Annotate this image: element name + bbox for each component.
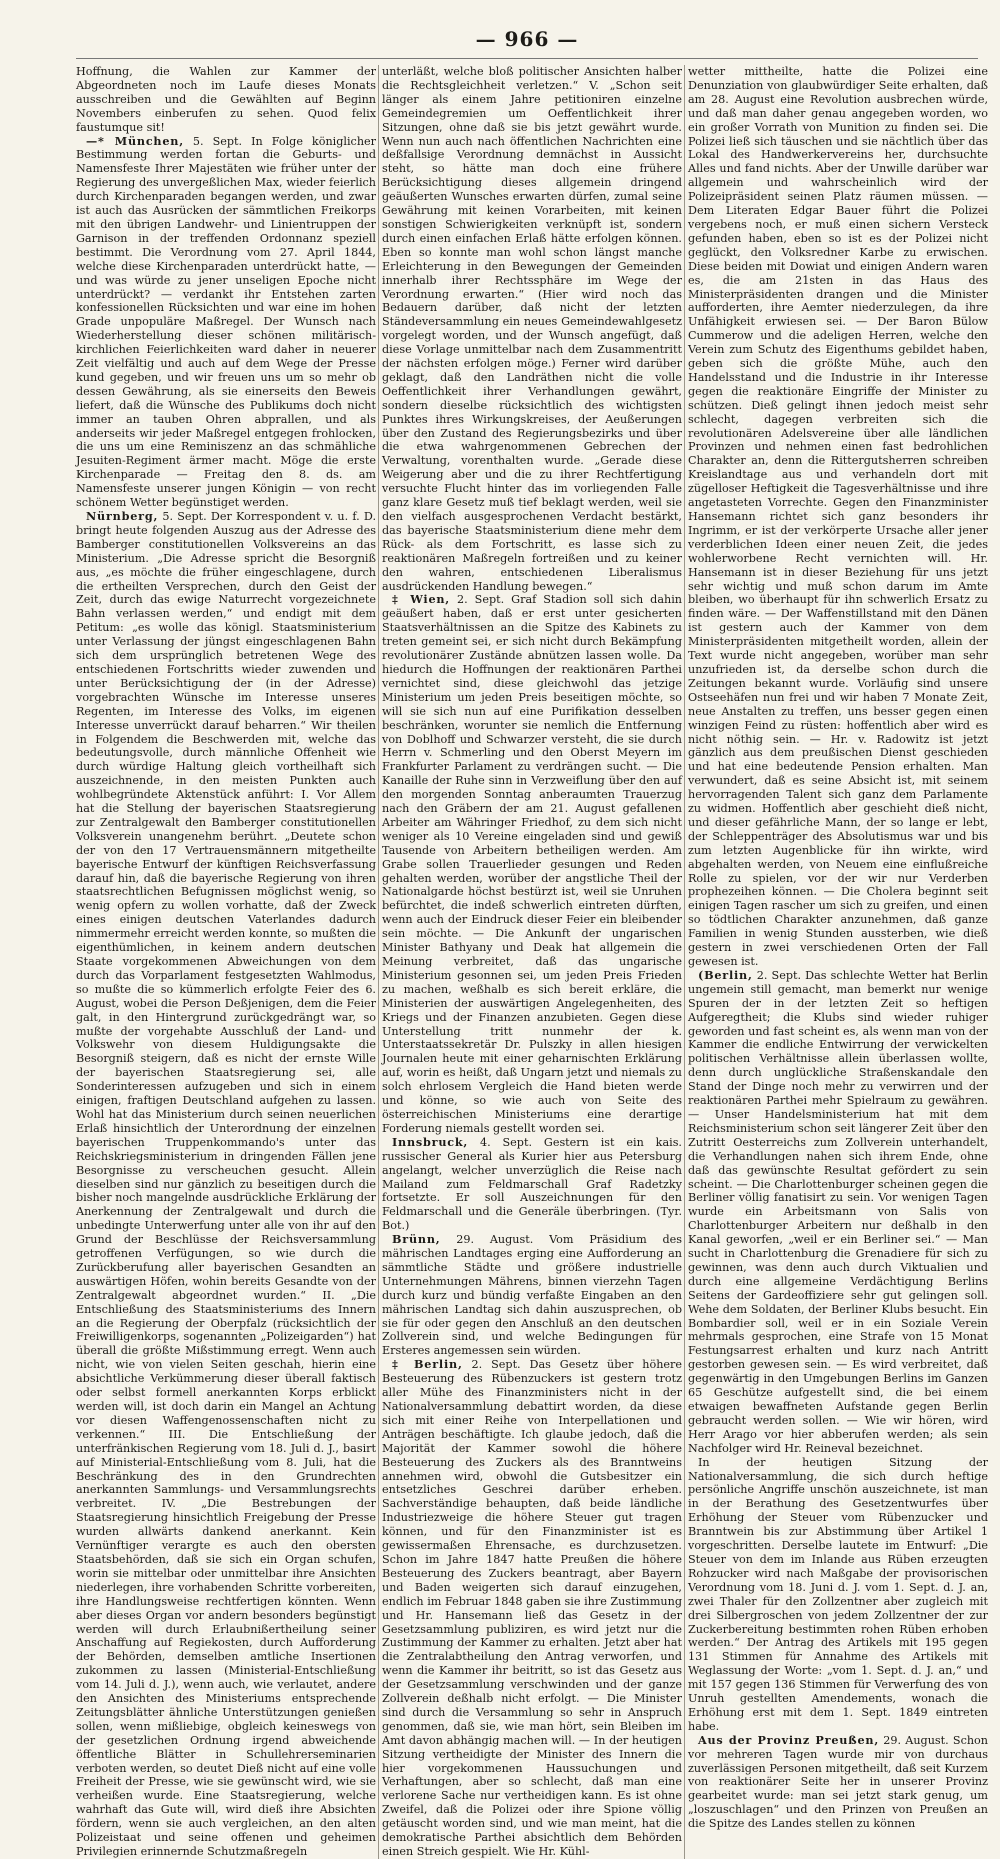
article-dateline: ‡ Berlin, [392, 1357, 463, 1372]
article-paragraph [382, 1358, 682, 1859]
article-body: 2. Sept. Das schlechte Wetter hat Berlin ungemein still gemacht, man bemerkt nur wenige Spuren der in der letzten Zeit so heftigen Aufgeregtheit; die Klubs sind wieder ruhiger geworden und fast scheint es, als wenn man von der Kammer die endliche Entwirrung der verwickelten politischen Verhältnisse allein überlassen wollte, denn durch unglückliche Straßenskandale den Stand der Dinge noch mehr zu verwirren und der reaktionären Parthei mehr Spielraum zu gewähren. — Unser Handelsministerium hat mit dem Reichsministerium schon seit längerer Zeit über den Zutritt Oesterreichs zum Zollverein unterhandelt, die Verhandlungen nahen sich ihrem Ende, ohne daß das gewünschte Resultat gefördert zu sein scheint. — Die Charlottenburger scheinen gegen die Berliner völlig fanatisirt zu sein. Vor wenigen Tagen wurde ein Arbeitsmann von Salis von Charlottenburger Arbeitern nur deßhalb in den Kanal geworfen, „weil er ein Berliner sei.“ — Man sucht in Charlottenburg die Grenadiere für sich zu gewinnen, was denn auch durch Viktualien und durch eine allgemeine Verdächtigung Berlins Seitens der Gardeoffiziere sehr gut gelingen soll. Wehe dem Soldaten, der Berliner Klubs besucht. Ein Bombardier soll, weil er in ein Soziale Verein mehrmals gesprochen, eine Strafe von 15 Monat Festungsarrest erhalten und kurz nach Antritt gestorben gewesen sein. — Es wird verbreitet, daß gegenwärtig in den Umgebungen Berlins im Ganzen 65 Geschütze aufgestellt sind, die bei einem etwaigen bewaffneten Aufstande gegen Berlin gebraucht werden sollen. — Wie wir hören, wird Herr Arago vor hier abberufen werden; als sein Nachfolger wird Hr. Reineval bezeichnet. [688, 968, 988, 1455]
column-left [76, 65, 376, 1859]
article-dateline: Aus der Provinz Preußen, [698, 1732, 880, 1747]
article-body: 2. Sept. Das Gesetz über höhere Besteuerung des Rübenzuckers ist gestern trotz aller Mühe des Finanzministers nicht in der Nationalversammlung debattirt worden, da diese sich mit einer Reihe von Interpellationen und Anträgen beschäftigte. Ich glaube jedoch, daß die Majorität der Kammer sowohl die höhere Besteuerung des Zuckers als des Branntweins annehmen wird, obwohl die Gutsbesitzer ein entsetzliches Geschrei darüber erheben. Sachverständige behaupten, daß beide ländliche Industriezweige die höhere Steuer gut tragen können, und für den Finanzminister ist es gewissermaßen Ehrensache, es durchzusetzen. Schon im Jahre 1847 hatte Preußen die höhere Besteuerung des Zuckers beantragt, aber Bayern und Baden weigerten sich darauf einzugehen, endlich im Februar 1848 gaben sie ihre Zustimmung und Hr. Hansemann ließ das Gesetz in der Gesetzsammlung publiziren, es wird jetzt nur die Zustimmung der Kammer zu erhalten. Jetzt aber hat die Zentralabtheilung den Antrag verworfen, und wenn die Kammer ihr beitritt, so ist das Gesetz aus der Gesetzsammlung verschwinden und der ganze Zollverein deßhalb nicht erfolgt. — Die Minister sind durch die Versammlung so sehr in Anspruch genommen, daß sie, wie man hört, sein Bleiben im Amt davon abhängig machen will. — In der heutigen Sitzung vertheidigte der Minister des Innern die hier vorgekommenen Haussuchungen und Verhaftungen, aber so schlecht, daß man eine verlorene Sache nur vertheidigen kann. Es ist ohne Zweifel, daß die Polizei oder ihre Spione völlig getäuscht worden sind, und wie man meint, hat die demokratische Parthei absichtlich dem Behörden einen Streich gespielt. Wie Hr. Kühl- [382, 1358, 682, 1858]
article-paragraph [688, 1734, 988, 1831]
article-paragraph [688, 65, 988, 969]
article-body: 2. Sept. Graf Stadion soll sich dahin geäußert haben, daß er erst unter gesicherten Staatsverhältnissen an die Spitze des Kabinets zu treten gemeint sei, er sich nicht durch Bekämpfung revolutionärer Zustände abnützen lassen wolle. Da hiedurch die Hoffnungen der reaktionären Parthei vernichtet sind, diese gleichwohl das jetzige Ministerium um jeden Preis beseitigen möchte, so will sie sich nun auf eine Purifikation desselben beschränken, worunter sie nemlich die Entfernung von Doblhoff und Schwarzer versteht, die sie durch Herrn v. Schmerling und den Oberst Meyern im Frankfurter Parlament zu verdrängen sucht. — Die Kanaille der Ruhe sinn in Verzweiflung über den auf den morgenden Sonntag anberaumten Trauerzug nach den Gräbern der am 21. August gefallenen Arbeiter am Währinger Friedhof, zu dem sich nicht weniger als 10 Vereine eingeladen sind und gewiß Tausende von Arbeitern betheiligen werden. Am Grabe sollen Trauerlieder gesungen und Reden gehalten werden, worüber der angstliche Theil der Nationalgarde höchst bestürzt ist, weil sie Unruhen befürchtet, die indeß schwerlich eintreten dürften, wenn auch der Eindruck dieser Feier ein bleibender sein möchte. — Die Ankunft der ungarischen Minister Bathyany und Deak hat allgemein die Meinung verbreitet, daß das ungarische Ministerium gesonnen sei, um jeden Preis Frieden zu machen, weßhalb es sich bereit erkläre, die Ministerien der auswärtigen Angelegenheiten, des Kriegs und der Finanzen anzubieten. Gegen diese Unterstellung tritt nunmehr der k. Unterstaatssekretär Dr. Pulszky in allen hiesigen Journalen heute mit einer geharnischten Erklärung auf, worin es heißt, daß Ungarn jetzt und niemals zu solch ehrlosem Vergleich die Hand bieten werde und könne, so wie auch von Seite des österreichischen Ministeriums eine derartige Forderung niemals gestellt worden sei. [382, 593, 683, 1135]
article-paragraph [382, 1233, 682, 1358]
article-body: unterläßt, welche bloß politischer Ansichten halber die Rechtsgleichheit verletzen.“ V. „Schon seit länger als einem Jahre petitioniren einzelne Gemeindegremien um Oeffentlichkeit ihrer Sitzungen, ohne daß sie bis jetzt gewährt wurde. Wenn nun auch nach öffentlichen Nachrichten eine deßfallsige Verordnung demnächst in Aussicht steht, so hätte man doch eine frühere Berücksichtigung dieses allgemein dringend geäußerten Wunsches erwarten dürfen, zumal seine Gewährung mit keinen Vorarbeiten, mit keinen sonstigen Schwierigkeiten verknüpft ist, sondern durch einen einfachen Erlaß hätte erfolgen können. Eben so konnte man wohl schon längst manche Erleichterung in den Bewegungen der Gemeinden innerhalb ihrer Rechtssphäre im Wege der Verordnung erwarten.“ (Hier wird noch das Bedauern darüber, daß nicht der letzten Ständeversammlung ein neues Gemeindewahlgesetz vorgelegt worden, und der Wunsch angefügt, daß diese Vorlage unmittelbar nach dem Zusammentritt der nächsten erfolgen möge.) Ferner wird darüber geklagt, daß den Landräthen nicht die volle Oeffentlichkeit ihrer Verhandlungen gewährt, sondern dieselbe rücksichtlich des wichtigsten Punktes ihres Wirkungskreises, der Aeußerungen über den Zustand des Regierungsbezirks und über die etwa wahrgenommenen Gebrechen der Verwaltung, vorenthalten wurde. „Gerade diese Weigerung aber und die zu ihrer Rechtfertigung versuchte Flucht hinter das im vorliegenden Falle ganz klare Gesetz muß tief beklagt werden, weil sie den vielfach ausgesprochenen Verdacht bestärkt, das bayerische Staatsministerium diene mehr dem Rück- als dem Fortschritt, es lasse sich zu reaktionären Maßregeln fortreißen und zu keiner den wahren, entschiedenen Liberalismus ausdrückenden Handlung bewegen.“ [382, 65, 682, 593]
article-dateline: Nürnberg, [86, 509, 159, 523]
article-paragraph [76, 510, 376, 1859]
page-number: — 966 — [475, 27, 579, 51]
article-dateline: (Berlin, [698, 967, 753, 982]
page-header [76, 26, 978, 52]
header-rule [76, 58, 978, 59]
article-body: 29. August. Vom Präsidium des mährischen Landtages erging eine Aufforderung an sämmtliche Städte und größere industrielle Unternehmungen Mährens, binnen vierzehn Tagen durch kurz und bündig verfaßte Eingaben an den mährischen Landtag sich dahin auszusprechen, ob sie für oder gegen den Anschluß an den deutschen Zollverein sind, und welche Bedingungen für Ersteres angemessen sein würden. [382, 1233, 682, 1358]
column-right [688, 65, 988, 1859]
article-body: 5. Sept. In Folge königlicher Bestimmung werden fortan die Geburts- und Namensfeste Ihrer Majestäten wie früher unter der Regierung des unvergeßlichen Max, wieder feierlich durch Kirchenparaden begangen werden, und zwar ist auch das Ausrücken der sämmtlichen Freikorps mit den übrigen Landwehr- und Linientruppen der Garnison in der treffenden Ordonnanz speziell bestimmt. Die Verordnung vom 27. April 1844, welche diese Kirchenparaden unterdrückt hatte, — und was würde zu jener unseligen Epoche nicht unterdrückt? — verdankt ihr Entstehen zarten konfessionellen Rücksichten und war eine im hohen Grade unpopuläre Maßregel. Der Wunsch nach Wiederherstellung dieser schönen militärisch-kirchlichen Feierlichkeiten ward daher in neuerer Zeit vielfältig und auch auf dem Wege der Presse kund gegeben, und wir freuen uns um so mehr ob dessen Gewährung, als sie einerseits den Beweis liefert, daß die Wünsche des Publikums doch nicht immer an tauben Ohren abprallen, und als anderseits wir jeder Maßregel entgegen frohlocken, die uns um eine Reminiszenz an das schmähliche Jesuiten-Regiment ärmer macht. Möge die erste Kirchenparade — Freitag den 8. ds. am Namensfeste unserer jungen Königin — von recht schönem Wetter begünstiget werden. [76, 134, 376, 510]
article-dateline: Brünn, [392, 1232, 441, 1247]
article-paragraph [382, 65, 682, 593]
article-paragraph [688, 1456, 988, 1734]
article-dateline: —* München, [86, 133, 184, 148]
article-dateline: ‡ Wien, [392, 592, 450, 607]
article-dateline: Innsbruck, [392, 1134, 469, 1149]
article-paragraph [382, 1136, 682, 1233]
article-paragraph [76, 65, 376, 135]
column-middle [382, 65, 682, 1859]
text-columns [76, 65, 988, 1858]
article-body: wetter mittheilte, hatte die Polizei eine Denunziation von glaubwürdiger Seite erhalten, daß am 28. August eine Revolution ausbrechen würde, und daß man daher genau angegeben worden, wo ein großer Vorrath von Munition zu finden sei. Die Polizei ließ sich täuschen und sie nächtlich über das Lokal des Handwerkervereins her, durchsuchte Alles und fand nichts. Aber der Unwille darüber war allgemein und wahrscheinlich wird der Polizeipräsident seinen Platz räumen müssen. — Dem Literaten Edgar Bauer führt die Polizei vergebens noch, er muß einen sichern Versteck gefunden haben, eben so ist es der Polizei nicht geglückt, den Volksredner Karbe zu erwischen. Diese beiden mit Dowiat und einigen Andern waren es, die am 21sten in das Haus des Ministerpräsidenten drangen und die Minister aufforderten, ihre Aemter niederzulegen, da ihre Unfähigkeit erwiesen sei. — Der Baron Bülow Cummerow und die adeligen Herren, welche den Verein zum Schutz des Eigenthums gebildet haben, geben sich die größte Mühe, auch den Handelsstand und die Industrie in ihr Interesse gegen die reaktionäre Eingriffe der Minister zu schützen. Dieß gelingt ihnen jedoch meist sehr schlecht, dagegen verbreiten sich die revolutionären Adelsvereine über alle ländlichen Provinzen und nehmen einen fast bedrohlichen Charakter an, denn die Rittergutsherren schreiben Kreislandtage aus und verhandeln dort mit zügelloser Heftigkeit die Tagesverhältnisse und ihre angetasteten Vorrechte. Gegen den Finanzminister Hansemann richtet sich ganz besonders ihr Ingrimm, er ist der verkörperte Ursache aller jener verderblichen Ideen einer neuen Zeit, die jedes wohlerworbene Recht vernichten will. Hr. Hansemann ist in dieser Beziehung für uns jetzt sehr wichtig und muß schon darum im Amte bleiben, wo überhaupt für ihn schwerlich Ersatz zu finden wäre. — Der Waffenstillstand mit den Dänen ist gestern auch der Kammer von dem Ministerpräsidenten mitgetheilt worden, allein der Text wurde nicht angegeben, worüber man sehr unzufrieden ist, da derselbe schon durch die Zeitungen bekannt wurde. Vorläufig sind unsere Ostseehäfen nun frei und wir haben 7 Monate Zeit, neue Anstalten zu treffen, uns besser gegen einen winzigen Feind zu rüsten: hoffentlich aber wird es nicht nöthig sein. — Hr. v. Radowitz ist jetzt gänzlich aus dem preußischen Dienst geschieden und hat eine bedeutende Pension erhalten. Man verwundert, daß es seine Absicht ist, mit seinem hervorragenden Talent sich ganz dem Parlamente zu widmen. Hoffentlich aber geschieht dieß nicht, und dieser gefährliche Mann, der so lange er lebt, der Schleppenträger des Absolutismus war und bis zum letzten Augenblicke für ihn wirkte, wird abgehalten werden, von Neuem eine einflußreiche Rolle zu spielen, vor der wir nur Verderben prophezeihen können. — Die Cholera beginnt seit einigen Tagen rascher um sich zu greifen, und einen so tödtlichen Charakter anzunehmen, daß ganze Familien in wenig Stunden aussterben, wie dieß gestern in zwei verschiedenen Orten der Fall gewesen ist. [688, 65, 988, 968]
article-paragraph [382, 593, 682, 1135]
article-body: 4. Sept. Gestern ist ein kais. russischer General als Kurier hier aus Petersburg angelangt, welcher unverzüglich die Reise nach Mailand zum Feldmarschall Graf Radetzky fortsetzte. Er soll Auszeichnungen für den Feldmarschall und die Generäle überbringen. (Tyr. Bot.) [382, 1135, 682, 1233]
article-body: 5. Sept. Der Korrespondent v. u. f. D. bringt heute folgenden Auszug aus der Adresse des Bamberger constitutionellen Volksvereins an das Ministerium. „Die Adresse spricht die Besorgniß aus, „es möchte die früher eingeschlagene, durch die ertheilten Versprechen, durch den Geist der Zeit, durch das ewige Naturrecht vorgezeichnete Bahn verlassen werden,“ und endigt mit dem Petitum: „es wolle das königl. Staatsministerium unter Verlassung der jüngst eingeschlagenen Bahn sich dem ursprünglich betretenen Wege des entschiedenen Fortschritts wieder zuwenden und unter Berücksichtigung der (in der Adresse) vorgebrachten Wünsche im Interesse unseres Regenten, im Interesse des Volks, im eigenen Interesse unverrückt darauf beharren.“ Wir theilen in Folgendem die Beschwerden mit, welche das bedeutungsvolle, durch männliche Offenheit wie durch würdige Haltung gleich vortheilhaft sich auszeichnende, in den meisten Punkten auch wohlbegründete Aktenstück anführt: I. Vor Allem hat die Stellung der bayerischen Staatsregierung zur Zentralgewalt den Bamberger constitutionellen Volksverein unangenehm berührt. „Deutete schon der von den 17 Vertrauensmännern mitgetheilte bayerische Entwurf der künftigen Reichsverfassung darauf hin, daß die bayerische Regierung von ihren staatsrechtlichen Befugnissen möglichst wenig, so wenig opfern zu wollen vorhatte, daß der Zweck eines einigen deutschen Vaterlandes dadurch nimmermehr erreicht werden konnte, so mußten die eigenthümlichen, in keinem andern deutschen Staate vorgekommenen Abweichungen von dem durch das Vorparlament festgesetzten Wahlmodus, so mußte die so kümmerlich erfolgte Feier des 6. August, wobei die Person Deßjenigen, dem die Feier galt, in den Hintergrund zurückgedrängt war, so mußte der vorgehabte Ausschluß der Land- und Volkswehr von diesem Huldigungsakte die Besorgniß steigern, daß es nicht der ernste Wille der bayerischen Staatsregierung sei, alle Sonderinteressen aufzugeben und sich in einem einigen, fraftigen Deutschland aufgehen zu lassen. Wohl hat das Ministerium durch seinen neuerlichen Erlaß hinsichtlich der Unterordnung der einzelnen bayerischen Truppenkommando's unter das Reichskriegsministerium in dringenden Fällen jene Besorgnisse zu verscheuchen gesucht. Allein dieselben sind nur gänzlich zu beseitigen durch die bisher noch mangelnde ausdrückliche Erklärung der Anerkennung der Zentralgewalt und durch die unbedingte Unterwerfung unter alle von ihr auf den Grund der Beschlüsse der Reichsversammlung getroffenen Verfügungen, so wie durch die Zurückberufung aller bayerischen Gesandten an auswärtigen Höfen, wohin bereits Gesandte von der Zentralgewalt abgeordnet wurden.“ II. „Die Entschließung des Staatsministeriums des Innern an die Regierung der Oberpfalz (rücksichtlich der Freiwilligenkorps, sogenannten „Polizeigarden“) hat überall die größte Mißstimmung erregt. Wenn auch nicht, wie von vielen Seiten geschah, hierin eine absichtliche Verkümmerung dieser überall faktisch oder selbst formell anerkannten Korps erblickt werden will, ist doch darin ein Mangel an Achtung vor diesen Waffengenossenschaften nicht zu verkennen.“ III. Die Entschließung der unterfränkischen Regierung vom 18. Juli d. J., basirt auf Ministerial-Entschließung vom 8. Juli, hat die Beschränkung des in den Grundrechten anerkannten Sammlungs- und Versammlungsrechts verbreitet. IV. „Die Bestrebungen der Staatsregierung hinsichtlich Freigebung der Presse wurden allwärts dankend anerkannt. Kein Vernünftiger verargte es auch den obersten Staatsbehörden, daß sie sich ein Organ schufen, worin sie mittelbar oder unmittelbar ihre Ansichten niederlegen, ihre vorhabenden Schritte vorbereiten, ihre Handlungsweise rechtfertigen könnten. Wenn aber dieses Organ vor andern besonders begünstigt werden will durch Erlaubnißertheilung seiner Anschaffung auf Regiekosten, durch Aufforderung der Behörden, demselben amtliche Insertionen zukommen zu lassen (Ministerial-Entschließung vom 14. Juli d. J.), wenn auch, wie verlautet, andere den Ansichten des Ministeriums entsprechende Zeitungsblätter ähnliche Unterstützungen genießen sollen, wenn mißliebige, obgleich keineswegs von der gesetzlichen Ordnung irgend abweichende öffentliche Blätter in Schullehrerseminarien verboten werden, so deutet Dieß nicht auf eine volle Freiheit der Presse, wie sie gewünscht wird, wie sie verheißen wurde. Eine Staatsregierung, welche wahrhaft das Gute will, wird dieß ihre Absichten fördern, wenn sie auch vergleichen, an den alten Polizeistaat und seine offenen und geheimen Privilegien erinnernde Schutzmaßregeln [76, 510, 376, 1858]
article-paragraph [688, 969, 988, 1456]
article-body: 29. August. Schon vor mehreren Tagen wurde mir von durchaus zuverlässigen Personen mitgetheilt, daß seit Kurzem von reaktionärer Seite her in unserer Provinz gearbeitet wurde: man sei jetzt stark genug, um „loszuschlagen“ und den Prinzen von Preußen an die Spitze des Landes stellen zu können [688, 1733, 988, 1831]
article-body: Hoffnung, die Wahlen zur Kammer der Abgeordneten noch im Laufe dieses Monats ausschreiben und die Gewählten auf Beginn Novembers einberufen zu sehen. Quod felix faustumque sit! [76, 65, 376, 134]
article-paragraph [76, 135, 376, 510]
article-body: In der heutigen Sitzung der Nationalversammlung, die sich durch heftige persönliche Angriffe unschön auszeichnete, ist man in der Berathung des Gesetzentwurfes über Erhöhung der Steuer vom Rübenzucker und Branntwein bis zur Abstimmung über Artikel 1 vorgeschritten. Derselbe lautete im Entwurf: „Die Steuer von dem im Inlande aus Rüben erzeugten Rohzucker wird nach Maßgabe der provisorischen Verordnung vom 18. Juni d. J. vom 1. Sept. d. J. an, zwei Thaler für den Zollzentner aber zugleich mit drei Silbergroschen von jedem Zollzentner der zur Zuckerbereitung bestimmten rohen Rüben erhoben werden.“ Der Antrag des Artikels mit 195 gegen 131 Stimmen für Annahme des Artikels mit Weglassung der Worte: „vom 1. Sept. d. J. an,“ und mit 157 gegen 136 Stimmen für Verwerfung des von Unruh gestellten Amendements, wonach die Erhöhung erst mit dem 1. Sept. 1849 eintreten habe. [688, 1455, 988, 1733]
